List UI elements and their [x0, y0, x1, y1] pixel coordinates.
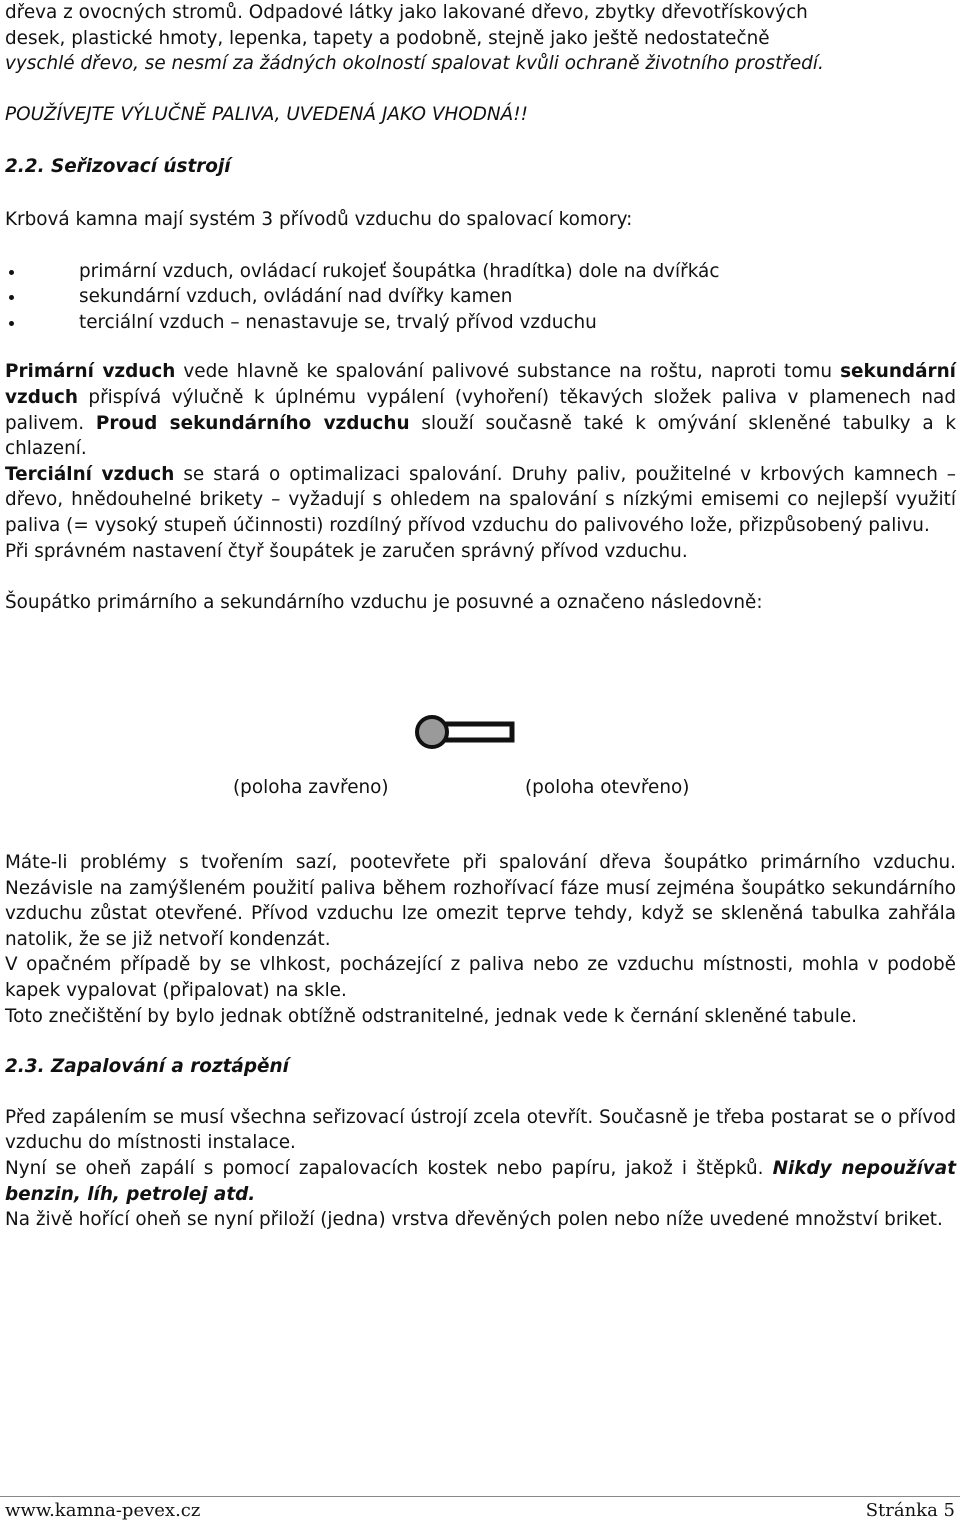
list-item: sekundární vzduch, ovládání nad dvířky kamen: [5, 284, 956, 310]
intro-line-2: desek, plastické hmoty, lepenka, tapety a podobně, stejně jako ještě nedostatečně: [5, 27, 770, 49]
footer-website[interactable]: www.kamna-pevex.cz: [5, 1500, 201, 1521]
section-2-2-heading: 2.2. Seřizovací ústrojí: [5, 156, 231, 178]
fuel-warning: POUŽÍVEJTE VÝLUČNĚ PALIVA, UVEDENÁ JAKO VHODNÁ!!: [5, 103, 528, 125]
caption-open: (poloha otevřeno): [525, 777, 690, 798]
air-system-intro: Krbová kamna mají systém 3 přívodů vzduchu do spalovací komory:: [5, 208, 633, 230]
tertiary-paragraph: Terciální vzduch se stará o optimalizaci spalování. Druhy paliv, použitelné v krbových kamnech – dřevo, hnědouhelné brikety – vyžadují s ohledem na spalování s nízkými emisemi co nejlepší využití paliva (= vysoký stupeň účinnosti) rozdílný přívod vzduchu do palivového lože, přizpůsobený palivu.: [5, 463, 956, 536]
document-page-lower: [5, 850, 956, 1233]
air-slider-diagram: [415, 714, 518, 750]
soot-paragraph: Máte-li problémy s tvořením sazí, pootevřete při spalování dřeva šoupátko primárního vzduchu. Nezávisle na zamýšleném použití paliva během rozhořívací fáze musí zejména šoupátko sekundárního vzduchu zůstat otevřené. Přívod vzduchu lze omezit teprve tehdy, když se skleněná tabulka zahřála natolik, že se již netvoří kondenzát.: [5, 852, 956, 950]
dirt-paragraph: Toto znečištění by bylo jednak obtížně odstranitelné, jednak vede k černání skleněné tabule.: [5, 1005, 858, 1027]
page-footer: [0, 1496, 960, 1524]
caption-closed: (poloha zavřeno): [233, 777, 389, 798]
list-item: terciální vzduch – nenastavuje se, trvalý přívod vzduchu: [5, 310, 956, 336]
moisture-paragraph: V opačném případě by se vlhkost, pocházející z paliva nebo ze vzduchu místnosti, mohla v podobě kapek vypalovat (připalovat) na skle.: [5, 954, 956, 1001]
intro-line-1: dřeva z ovocných stromů. Odpadové látky jako lakované dřevo, zbytky dřevotřískových: [5, 2, 808, 23]
primary-secondary-paragraph: Primární vzduch vede hlavně ke spalování palivové substance na roštu, naproti tomu sekundární vzduch přispívá výlučně k úplnému vypálení (vyhoření) těkavých složek paliva v plamenech nad palivem. Proud sekundárního vzduchu slouží současně také k omývání skleněné tabulky a k chlazení.: [5, 361, 957, 460]
air-supply-list: [5, 259, 956, 336]
ignition-paragraph-2: Nyní se oheň zapálí s pomocí zapalovacích kostek nebo papíru, jakož i štěpků. Nikdy nepoužívat benzin, líh, petrolej atd.: [5, 1157, 956, 1205]
slider-icon: [415, 714, 518, 750]
ignition-paragraph-1: Před zapálením se musí všechna seřizovací ústrojí zcela otevřít. Současně je třeba postarat se o přívod vzduchu do místnosti instalace.: [5, 1106, 956, 1154]
ignition-paragraph-3: Na živě hořící oheň se nyní přiloží (jedna) vrstva dřevěných polen nebo níže uvedené množství briket.: [5, 1209, 943, 1231]
footer-page-number: Stránka 5: [865, 1500, 955, 1521]
slider-setting-paragraph: Při správném nastavení čtyř šoupátek je zaručen správný přívod vzduchu.: [5, 540, 688, 562]
slider-description: Šoupátko primárního a sekundárního vzduchu je posuvné a označeno následovně:: [5, 592, 763, 614]
list-item: primární vzduch, ovládací rukojeť šoupátka (hradítka) dole na dvířkác: [5, 259, 956, 285]
document-page: [5, 0, 956, 616]
section-2-3-heading: 2.3. Zapalování a roztápění: [5, 1056, 289, 1078]
intro-line-3: vyschlé dřevo, se nesmí za žádných okolností spalovat kvůli ochraně životního prostředí.: [5, 53, 824, 75]
